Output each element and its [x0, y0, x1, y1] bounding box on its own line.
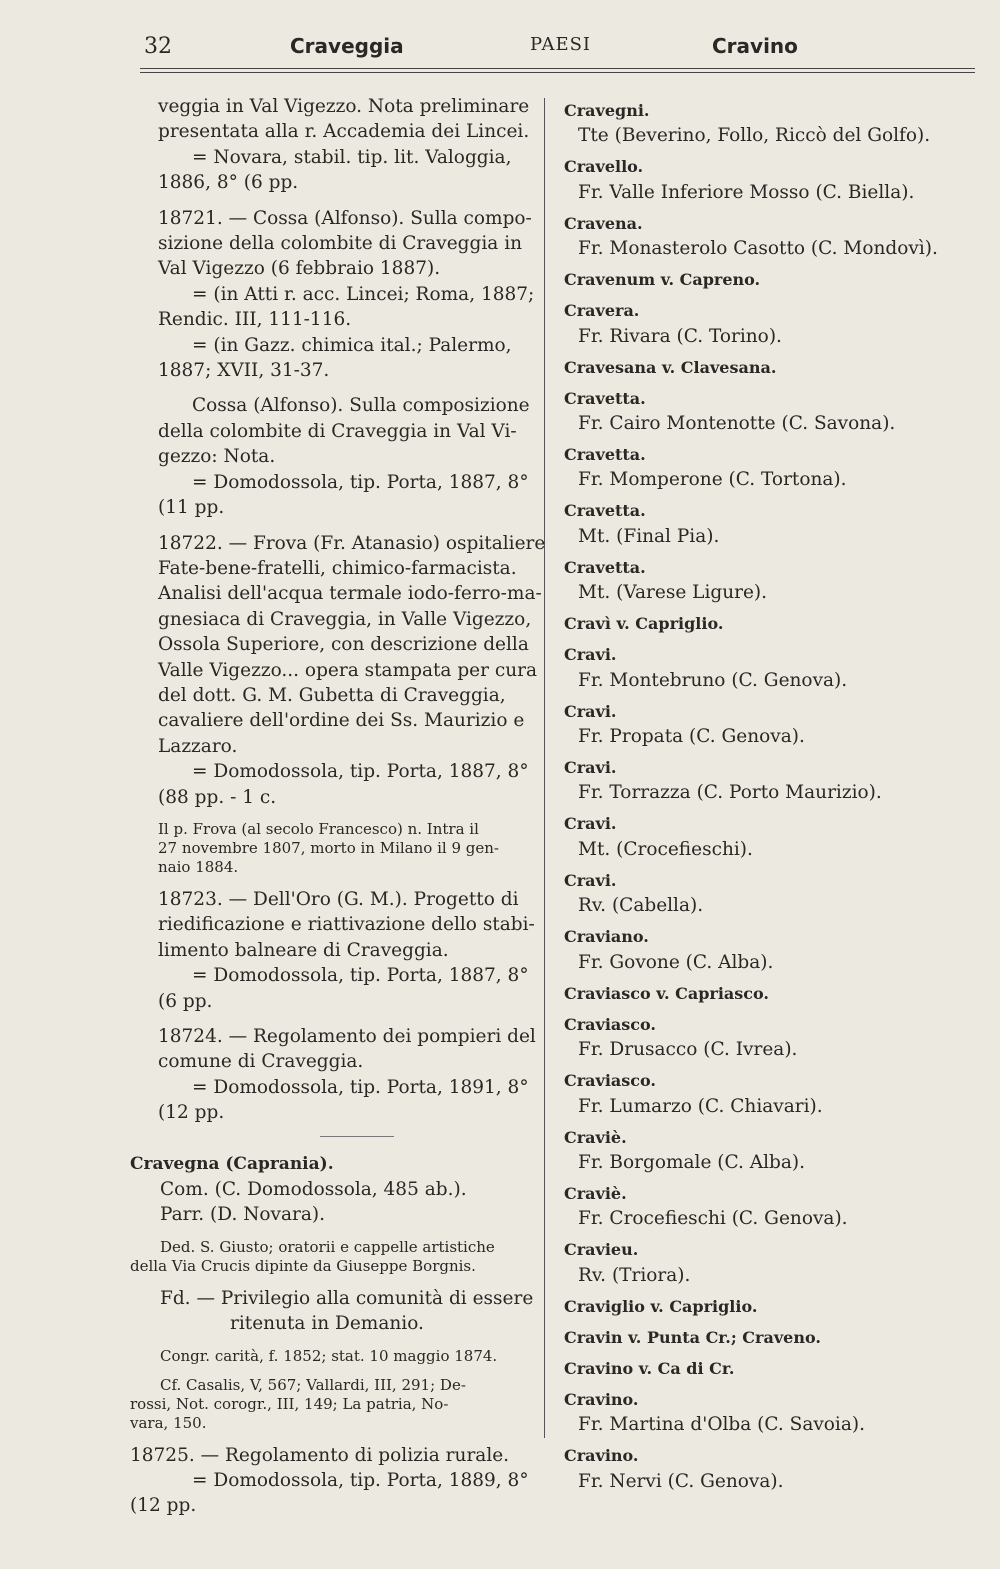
entry-detail: Fr. Cairo Montenotte (C. Savona).: [578, 413, 896, 435]
entry-name: Cravegni.: [564, 101, 650, 120]
entry-18722: [130, 531, 546, 810]
entry-18721: [130, 206, 540, 384]
gazetteer-entry: [564, 555, 989, 606]
gazetteer-entry: [564, 755, 989, 806]
gazetteer-entry: [564, 442, 989, 493]
entry-name: Craviano.: [564, 927, 649, 947]
text-line: 1887; XVII, 31-37.: [158, 360, 330, 382]
entry-detail: Fr. Rivara (C. Torino).: [578, 325, 782, 347]
header-rule-bottom: [140, 72, 975, 73]
header-right-title: Cravino: [712, 34, 798, 58]
text-line: gnesiaca di Craveggia, in Valle Vigezzo,: [158, 608, 532, 630]
entry-detail: Fr. Montebruno (C. Genova).: [578, 669, 848, 691]
entry-intro-continuation: [130, 94, 540, 196]
gazetteer-entry: [564, 1181, 989, 1232]
entry-name: Craviasco.: [564, 1071, 656, 1091]
text-line: = (in Atti r. acc. Lincei; Roma, 1887;: [192, 283, 535, 305]
left-column: [130, 94, 546, 1529]
text-line: Analisi dell'acqua termale iodo-ferro-ma-: [158, 583, 542, 605]
text-line: 27 novembre 1807, morto in Milano il 9 gen-: [158, 838, 499, 857]
text-line: (11 pp.: [158, 497, 225, 519]
text-line: comune di Craveggia.: [158, 1051, 364, 1073]
text-line: riedificazione e riattivazione dello stabi-: [158, 914, 535, 936]
text-line: (12 pp.: [158, 1102, 225, 1124]
text-line: Cf. Casalis, V, 567; Vallardi, III, 291; De-: [160, 1375, 466, 1394]
entry-detail: Fr. Borgomale (C. Alba).: [578, 1151, 806, 1173]
text-line: Com. (C. Domodossola, 485 ab.).: [160, 1179, 467, 1201]
gazetteer-entry: [564, 611, 989, 636]
entry-detail: Tte (Beverino, Follo, Riccò del Golfo).: [578, 125, 931, 147]
entry-name: Craviasco.: [564, 1014, 656, 1034]
entry-detail: Fr. Govone (C. Alba).: [578, 951, 774, 973]
gazetteer-entry: [564, 811, 989, 862]
gazetteer-entry: [564, 267, 989, 292]
entry-name: Cravi.: [564, 814, 617, 834]
text-line: gezzo: Nota.: [158, 446, 276, 468]
entry-name: Cravieu.: [564, 1240, 639, 1260]
gazetteer-entry: [564, 1325, 989, 1350]
entry-name: Cravello.: [564, 157, 644, 177]
entry-detail: Fr. Crocefieschi (C. Genova).: [578, 1208, 848, 1230]
entry-name: Cravino v. Ca di Cr.: [564, 1358, 735, 1378]
entry-name: Cravera.: [564, 301, 640, 321]
entry-name: Cravetta.: [564, 388, 646, 408]
header-left-title: Craveggia: [290, 34, 404, 58]
gazetteer-entry: [564, 868, 989, 919]
gazetteer-entry: [564, 1387, 989, 1438]
text-line: (12 pp.: [130, 1495, 197, 1517]
gazetteer-entry: [564, 981, 989, 1006]
gazetteer-entry: [564, 211, 989, 262]
text-line: ritenuta in Demanio.: [230, 1313, 424, 1335]
entry-18721-bis: [130, 393, 540, 520]
text-line: Congr. carità, f. 1852; stat. 10 maggio 1874.: [160, 1346, 498, 1365]
text-line: = Domodossola, tip. Porta, 1887, 8°: [192, 965, 529, 987]
text-line: Il p. Frova (al secolo Francesco) n. Intra il: [158, 819, 479, 838]
column-divider: [544, 98, 545, 1438]
entry-name: Cravetta.: [564, 445, 646, 465]
entry-name: Cravi.: [564, 870, 617, 890]
text-line: 18722. — Frova (Fr. Atanasio) ospitaliere: [158, 532, 546, 554]
gazetteer-entry: [564, 498, 989, 549]
entry-name: Cravetta.: [564, 557, 646, 577]
gazetteer-entry: [564, 1125, 989, 1176]
text-line: della Via Crucis dipinte da Giuseppe Borgnis.: [130, 1256, 476, 1275]
gazetteer-entry: [564, 98, 989, 149]
entry-detail: Mt. (Crocefieschi).: [578, 838, 753, 860]
entry-detail: Fr. Martina d'Olba (C. Savoia).: [578, 1414, 865, 1436]
text-line: vara, 150.: [130, 1413, 207, 1432]
text-line: = Domodossola, tip. Porta, 1891, 8°: [192, 1076, 529, 1098]
entry-18722-footnote: [130, 820, 540, 877]
entry-detail: Fr. Propata (C. Genova).: [578, 726, 805, 748]
entry-name: Cravì v. Capriglio.: [564, 614, 724, 634]
entry-name: Craviasco v. Capriasco.: [564, 983, 769, 1003]
text-line: Cossa (Alfonso). Sulla composizione: [192, 395, 530, 417]
entry-name: Cravi.: [564, 645, 617, 665]
entry-detail: Fr. Momperone (C. Tortona).: [578, 469, 847, 491]
entry-name: Cravino.: [564, 1446, 639, 1466]
text-line: sizione della colombite di Craveggia in: [158, 233, 523, 255]
text-line: 1886, 8° (6 pp.: [158, 172, 299, 194]
entry-name: Craviè.: [564, 1183, 627, 1203]
cravegna-heading: [130, 1151, 540, 1177]
entry-name: Craviglio v. Capriglio.: [564, 1296, 758, 1316]
text-line: naio 1884.: [158, 857, 239, 876]
text-line: Lazzaro.: [158, 735, 238, 757]
cravegna-congr: [130, 1347, 540, 1366]
header-rule-top: [140, 68, 975, 69]
gazetteer-entry: [564, 154, 989, 205]
section-separator: [320, 1136, 394, 1137]
text-line: limento balneare di Craveggia.: [158, 939, 449, 961]
entry-18723: [130, 887, 540, 1014]
entry-name: Cravenum v. Capreno.: [564, 270, 761, 290]
entry-name: Cravi.: [564, 701, 617, 721]
cravegna-dedication: [130, 1238, 540, 1276]
entry-18725: [130, 1443, 540, 1519]
entry-name: Cravetta.: [564, 501, 646, 521]
entry-detail: Fr. Nervi (C. Genova).: [578, 1470, 784, 1492]
text-line: veggia in Val Vigezzo. Nota preliminare: [158, 96, 530, 117]
gazetteer-entry: [564, 699, 989, 750]
gazetteer-entry: [564, 924, 989, 975]
text-line: (6 pp.: [158, 990, 213, 1012]
gazetteer-entry: [564, 298, 989, 349]
text-line: = (in Gazz. chimica ital.; Palermo,: [192, 334, 512, 356]
gazetteer-entry: [564, 642, 989, 693]
text-line: della colombite di Craveggia in Val Vi-: [158, 420, 517, 442]
text-line: = Domodossola, tip. Porta, 1887, 8°: [192, 471, 529, 493]
page-number: 32: [144, 34, 172, 59]
text-line: rossi, Not. corogr., III, 149; La patria, No-: [130, 1394, 449, 1413]
text-line: Fate-bene-fratelli, chimico-farmacista.: [158, 557, 517, 579]
entry-detail: Mt. (Final Pia).: [578, 525, 720, 547]
entry-cravegna: [130, 1151, 540, 1228]
entry-name: Craviè.: [564, 1127, 627, 1147]
text-line: del dott. G. M. Gubetta di Craveggia,: [158, 684, 506, 706]
entry-detail: Fr. Torrazza (C. Porto Maurizio).: [578, 782, 882, 804]
gazetteer-entry: [564, 1443, 989, 1494]
entry-detail: Mt. (Varese Ligure).: [578, 582, 768, 604]
entry-name: Cravesana v. Clavesana.: [564, 357, 777, 377]
text-line: = Domodossola, tip. Porta, 1889, 8°: [192, 1470, 529, 1492]
cravegna-cf: [130, 1376, 540, 1433]
entry-name: Cravin v. Punta Cr.; Craveno.: [564, 1327, 821, 1347]
text-line: Val Vigezzo (6 febbraio 1887).: [158, 258, 441, 280]
entry-detail: Fr. Drusacco (C. Ivrea).: [578, 1039, 798, 1061]
gazetteer-entry: [564, 1356, 989, 1381]
header-center-title: PAESI: [530, 34, 592, 55]
text-line: 18725. — Regolamento di polizia rurale.: [130, 1444, 510, 1466]
cravegna-fd: [130, 1286, 540, 1337]
running-header: [0, 30, 1000, 74]
text-line: Ded. S. Giusto; oratorii e cappelle artistiche: [160, 1237, 495, 1256]
entry-18724: [130, 1024, 540, 1126]
entry-detail: Fr. Valle Inferiore Mosso (C. Biella).: [578, 181, 915, 203]
gazetteer-entry: [564, 1237, 989, 1288]
gazetteer-entry: [564, 386, 989, 437]
gazetteer-entry: [564, 1068, 989, 1119]
gazetteer-entry: [564, 1294, 989, 1319]
entry-name: Cravena.: [564, 213, 643, 233]
text-line: 18723. — Dell'Oro (G. M.). Progetto di: [158, 888, 519, 910]
text-line: 18721. — Cossa (Alfonso). Sulla compo-: [158, 207, 532, 229]
gazetteer-entry: [564, 1012, 989, 1063]
text-line: Rendic. III, 111-116.: [158, 309, 352, 331]
right-column: [564, 98, 989, 1500]
text-line: 18724. — Regolamento dei pompieri del: [158, 1026, 536, 1047]
entry-detail: Rv. (Triora).: [578, 1264, 691, 1286]
gazetteer-entry: [564, 355, 989, 380]
text-line: Parr. (D. Novara).: [160, 1204, 325, 1226]
text-line: Ossola Superiore, con descrizione della: [158, 634, 529, 656]
entry-detail: Rv. (Cabella).: [578, 895, 704, 917]
entry-detail: Fr. Lumarzo (C. Chiavari).: [578, 1095, 823, 1117]
text-line: cavaliere dell'ordine dei Ss. Maurizio e: [158, 710, 525, 732]
cravegna-heading-text: Cravegna (Caprania).: [130, 1153, 334, 1174]
text-line: presentata alla r. Accademia dei Lincei.: [158, 121, 530, 143]
text-line: (88 pp. - 1 c.: [158, 786, 277, 808]
entry-name: Cravino.: [564, 1389, 639, 1409]
text-line: Fd. — Privilegio alla comunità di essere: [160, 1287, 534, 1309]
entry-name: Cravi.: [564, 758, 617, 778]
text-line: Valle Vigezzo... opera stampata per cura: [158, 659, 537, 681]
text-line: = Domodossola, tip. Porta, 1887, 8°: [192, 761, 529, 783]
entry-detail: Fr. Monasterolo Casotto (C. Mondovì).: [578, 238, 938, 260]
text-line: = Novara, stabil. tip. lit. Valoggia,: [192, 146, 512, 168]
